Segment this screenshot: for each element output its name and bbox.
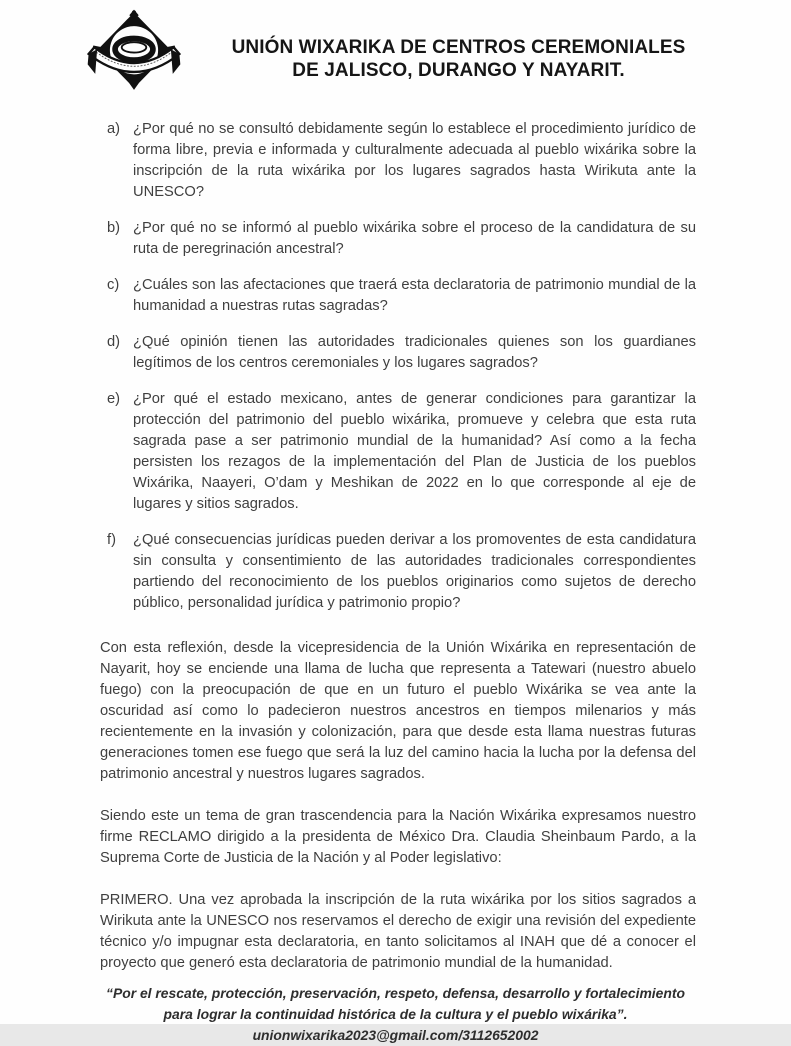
question-item-d <box>100 332 696 374</box>
paragraph-reclamo: Siendo este un tema de gran trascendencia para la Nación Wixárika expresamos nuestro firme RECLAMO dirigido a la presidenta de México Dra. Claudia Sheinbaum Pardo, a la Suprema Corte de Justicia de la Nación y al Poder legislativo: <box>100 808 696 866</box>
organization-title-line2: DE JALISCO, DURANGO Y NAYARIT. <box>292 60 625 81</box>
motto-quote-line1: “Por el rescate, protección, preservación, respeto, defensa, desarrollo y fortalecimiento <box>106 985 685 1001</box>
question-text: ¿Cuáles son las afectaciones que traerá esta declaratoria de patrimonio mundial de la humanidad a nuestras rutas sagradas? <box>133 277 696 314</box>
question-text: ¿Qué consecuencias jurídicas pueden derivar a los promoventes de esta candidatura sin consulta y consentimiento de las autoridades tradicionales correspondientes partiendo del reconocimiento de los pueblos originarios como sujetos de derecho público, personalidad jurídica y patrimonio propio? <box>133 532 696 611</box>
question-label: d) <box>107 334 121 350</box>
question-label: b) <box>107 220 121 236</box>
question-item-c <box>100 275 696 317</box>
motto-quote-line2: para lograr la continuidad histórica de la cultura y el pueblo wixárika”. <box>163 1006 628 1022</box>
letter-body <box>0 105 791 974</box>
question-item-e <box>100 389 696 515</box>
question-label: f) <box>107 532 116 548</box>
question-label: c) <box>107 277 120 293</box>
union-wixarika-emblem-icon <box>82 8 188 105</box>
question-label: e) <box>107 391 121 407</box>
question-item-f <box>100 530 696 614</box>
question-item-a <box>100 119 696 203</box>
question-text: ¿Por qué no se informó al pueblo wixárika sobre el proceso de la candidatura de su ruta de peregrinación ancestral? <box>133 220 696 257</box>
letter-footer <box>0 983 791 1046</box>
contact-email-phone: unionwixarika2023@gmail.com/3112652002 <box>252 1027 539 1043</box>
question-text: ¿Qué opinión tienen las autoridades tradicionales quienes son los guardianes legítimos de los centros ceremoniales y los lugares sagrados? <box>133 334 696 371</box>
organization-title-line1: UNIÓN WIXARIKA DE CENTROS CEREMONIALES <box>231 37 686 58</box>
letterhead <box>0 0 791 105</box>
paragraph-primero: PRIMERO. Una vez aprobada la inscripción de la ruta wixárika por los sitios sagrados a Wirikuta ante la UNESCO nos reservamos el derecho de exigir una revisión del expediente técnico y/o impugnar esta declaratoria, en tanto solicitamos al INAH que dé a conocer el proyecto que generó esta declaratoria de patrimonio mundial de la humanidad. <box>100 892 696 971</box>
question-item-b <box>100 218 696 260</box>
question-text: ¿Por qué el estado mexicano, antes de generar condiciones para garantizar la protección del patrimonio del pueblo wixárika, promueve y celebra que esta ruta sagrada pase a ser patrimonio mundial de la humanidad? Así como a la fecha persisten los rezagos de la implementación del Plan de Justicia de los pueblos Wixárika, Naayeri, O’dam y Meshikan de 2022 en lo que corresponde al eje de lugares y sitios sagrados. <box>133 391 696 512</box>
paragraph-reflection: Con esta reflexión, desde la vicepresidencia de la Unión Wixárika en representación de Nayarit, hoy se enciende una llama de lucha que representa a Tatewari (nuestro abuelo fuego) con la preocupación de que en un futuro el pueblo Wixárika se vea ante la oscuridad así como lo padecieron nuestros ancestros en tiempos milenarios y más recientemente en la invasión y colonización, para que desde esta llama nuestras futuras generaciones tomen ese fuego que será la luz del camino hacia la lucha por la defensa del patrimonio ancestral y nuestros lugares sagrados. <box>100 640 696 782</box>
question-text: ¿Por qué no se consultó debidamente según lo establece el procedimiento jurídico de forma libre, previa e informada y culturalmente adecuada al pueblo wixárika sobre la inscripción de la ruta wixárika por los lugares sagrados hasta Wirikuta ante la UNESCO? <box>133 121 696 200</box>
organization-title <box>188 8 751 82</box>
question-label: a) <box>107 121 121 137</box>
